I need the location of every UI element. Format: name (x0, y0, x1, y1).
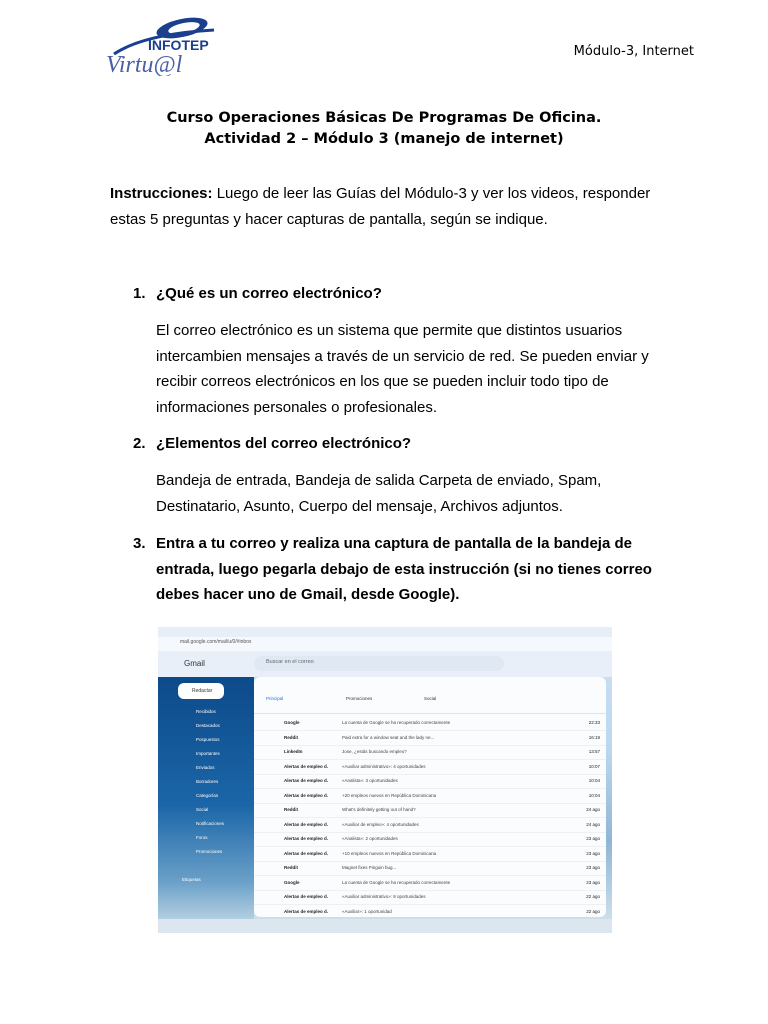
question-1 (133, 281, 382, 307)
email-sender: Google (284, 879, 300, 885)
email-sender: LinkedIn (284, 749, 303, 754)
email-row (254, 904, 606, 920)
question-number: 2. (133, 435, 146, 452)
question-2 (133, 431, 412, 457)
sidebar-item: Destacados (196, 723, 220, 728)
answer-2: Bandeja de entrada, Bandeja de salida Carpeta de enviado, Spam, Destinatario, Asunto, Cuerpo del mensaje, Archivos adjuntos. (156, 472, 602, 515)
sidebar-item: Social (196, 807, 209, 812)
sidebar-item: Importantes (196, 751, 220, 756)
gmail-tabs (254, 691, 606, 714)
email-sender: Google (284, 720, 300, 725)
email-subject: Jose, ¿estás buscando empleo? (342, 749, 407, 754)
logo-bottom-text: Virtu@l (106, 52, 183, 76)
logo-top-text: INFOTEP (148, 37, 209, 53)
email-subject: «Analista»: 3 oportunidades (342, 778, 398, 783)
tab-social: Social (424, 696, 437, 701)
email-subject: «Auxiliar de empleo»: 4 oportunidades (342, 821, 419, 827)
email-sender: Alertas de empleo d. (284, 778, 329, 783)
sidebar-item: Notificaciones (196, 821, 225, 826)
email-sender: Alertas de empleo d. (284, 763, 329, 769)
email-subject: La cuenta de Google se ha recuperado correctamente (342, 879, 451, 885)
sidebar-item: Foros (196, 835, 208, 840)
email-time: 10:04 (588, 778, 600, 783)
email-time: 23 ago (586, 850, 600, 856)
email-sender: Alertas de empleo d. (284, 821, 329, 827)
email-time: 16:19 (588, 734, 600, 740)
gmail-message-list (254, 677, 606, 917)
sidebar-item: Promociones (196, 849, 223, 854)
email-subject: «Analista»: 2 oportunidades (342, 836, 398, 841)
email-sender: Alertas de empleo d. (284, 850, 329, 856)
compose-button: Redactar (178, 683, 224, 699)
email-time: 13:57 (588, 749, 600, 754)
email-sender: Alertas de empleo d. (284, 908, 329, 914)
sidebar-item: Recibidos (196, 709, 216, 714)
question-3 (133, 531, 652, 603)
question-number: 3. (133, 535, 146, 552)
infotep-logo-graphic (104, 14, 220, 76)
tab-promociones: Promociones (346, 696, 373, 701)
email-sender: Alertas de empleo d. (284, 836, 329, 841)
email-time: 24 ago (586, 821, 600, 827)
email-subject: «Auxiliar administrativo»: 8 oportunidades (342, 894, 426, 899)
sidebar-item: Pospuestos (196, 737, 220, 742)
instructions-text: Luego de leer las Guías del Módulo-3 y ver los videos, responder estas 5 preguntas y hacer capturas de pantalla, según se indique. (110, 185, 651, 228)
gmail-search-bar (254, 656, 504, 671)
email-sender: Reddit (284, 865, 298, 870)
question-number: 1. (133, 285, 146, 302)
browser-tab-strip (158, 627, 612, 637)
email-time: 23 ago (586, 879, 600, 885)
email-time: 23 ago (586, 865, 600, 870)
sidebar-item: Etiquetas (182, 877, 201, 882)
gmail-app-name: Gmail (184, 659, 205, 668)
browser-url: mail.google.com/mail/u/0/#inbox (180, 639, 252, 645)
email-subject: What's definitely getting out of hand? (342, 807, 416, 812)
email-subject: Magnet fixes Pinguin bug... (342, 865, 397, 870)
browser-address-bar (158, 637, 612, 652)
email-subject: Paid extra for a window seat and the lady ne... (342, 734, 435, 740)
gmail-header (158, 651, 612, 677)
instructions (110, 181, 680, 232)
email-subject: +10 empleos nuevos en República Dominicana (342, 850, 437, 856)
email-subject: «Auxiliar administrativo»: 4 oportunidades (342, 763, 426, 769)
windows-taskbar (158, 919, 612, 933)
email-sender: Reddit (284, 734, 298, 740)
question-text: ¿Qué es un correo electrónico? (156, 285, 382, 302)
tab-principal: Principal (266, 696, 284, 701)
sidebar-item: Enviados (196, 765, 215, 770)
gmail-sidebar (158, 677, 254, 933)
email-sender: Alertas de empleo d. (284, 792, 329, 798)
sidebar-item: Borradores (196, 779, 219, 784)
title-line-1: Curso Operaciones Básicas De Programas De Oficina. (166, 110, 602, 126)
infotep-logo (104, 14, 220, 76)
gmail-search-placeholder: Buscar en el correo (266, 659, 314, 665)
document-title (0, 108, 768, 150)
email-subject: La cuenta de Google se ha recuperado correctamente (342, 720, 451, 725)
email-time: 22:33 (588, 720, 600, 725)
sidebar-item: Categorías (196, 793, 219, 798)
answer-1: El correo electrónico es un sistema que permite que distintos usuarios intercambien mensajes a través de un servicio de red. Se pueden enviar y recibir correos electrónicos en los que se pueden incluir todo tipo de informaciones personales o profesionales. (156, 322, 649, 416)
email-sender: Alertas de empleo d. (284, 894, 329, 899)
email-time: 10:04 (588, 792, 600, 798)
email-time: 23 ago (586, 836, 600, 841)
gmail-inbox-screenshot (158, 627, 612, 933)
email-time: 22 ago (586, 894, 600, 899)
email-subject: +20 empleos nuevos en República Dominicana (342, 792, 437, 798)
email-sender: Reddit (284, 807, 298, 812)
email-subject: «Auxiliar»: 1 oportunidad (342, 908, 392, 914)
title-line-2: Actividad 2 – Módulo 3 (manejo de internet) (204, 131, 564, 147)
question-text: ¿Elementos del correo electrónico? (156, 435, 412, 452)
email-time: 10:07 (588, 763, 600, 769)
instructions-label: Instrucciones: (110, 185, 213, 202)
email-time: 24 ago (586, 807, 600, 812)
email-time: 22 ago (586, 908, 600, 914)
module-label: Módulo-3, Internet (573, 44, 694, 59)
question-text: Entra a tu correo y realiza una captura de pantalla de la bandeja de entrada, luego pegarla debajo de esta instrucción (si no tienes correo debes hacer uno de Gmail, desde Google). (156, 535, 652, 603)
